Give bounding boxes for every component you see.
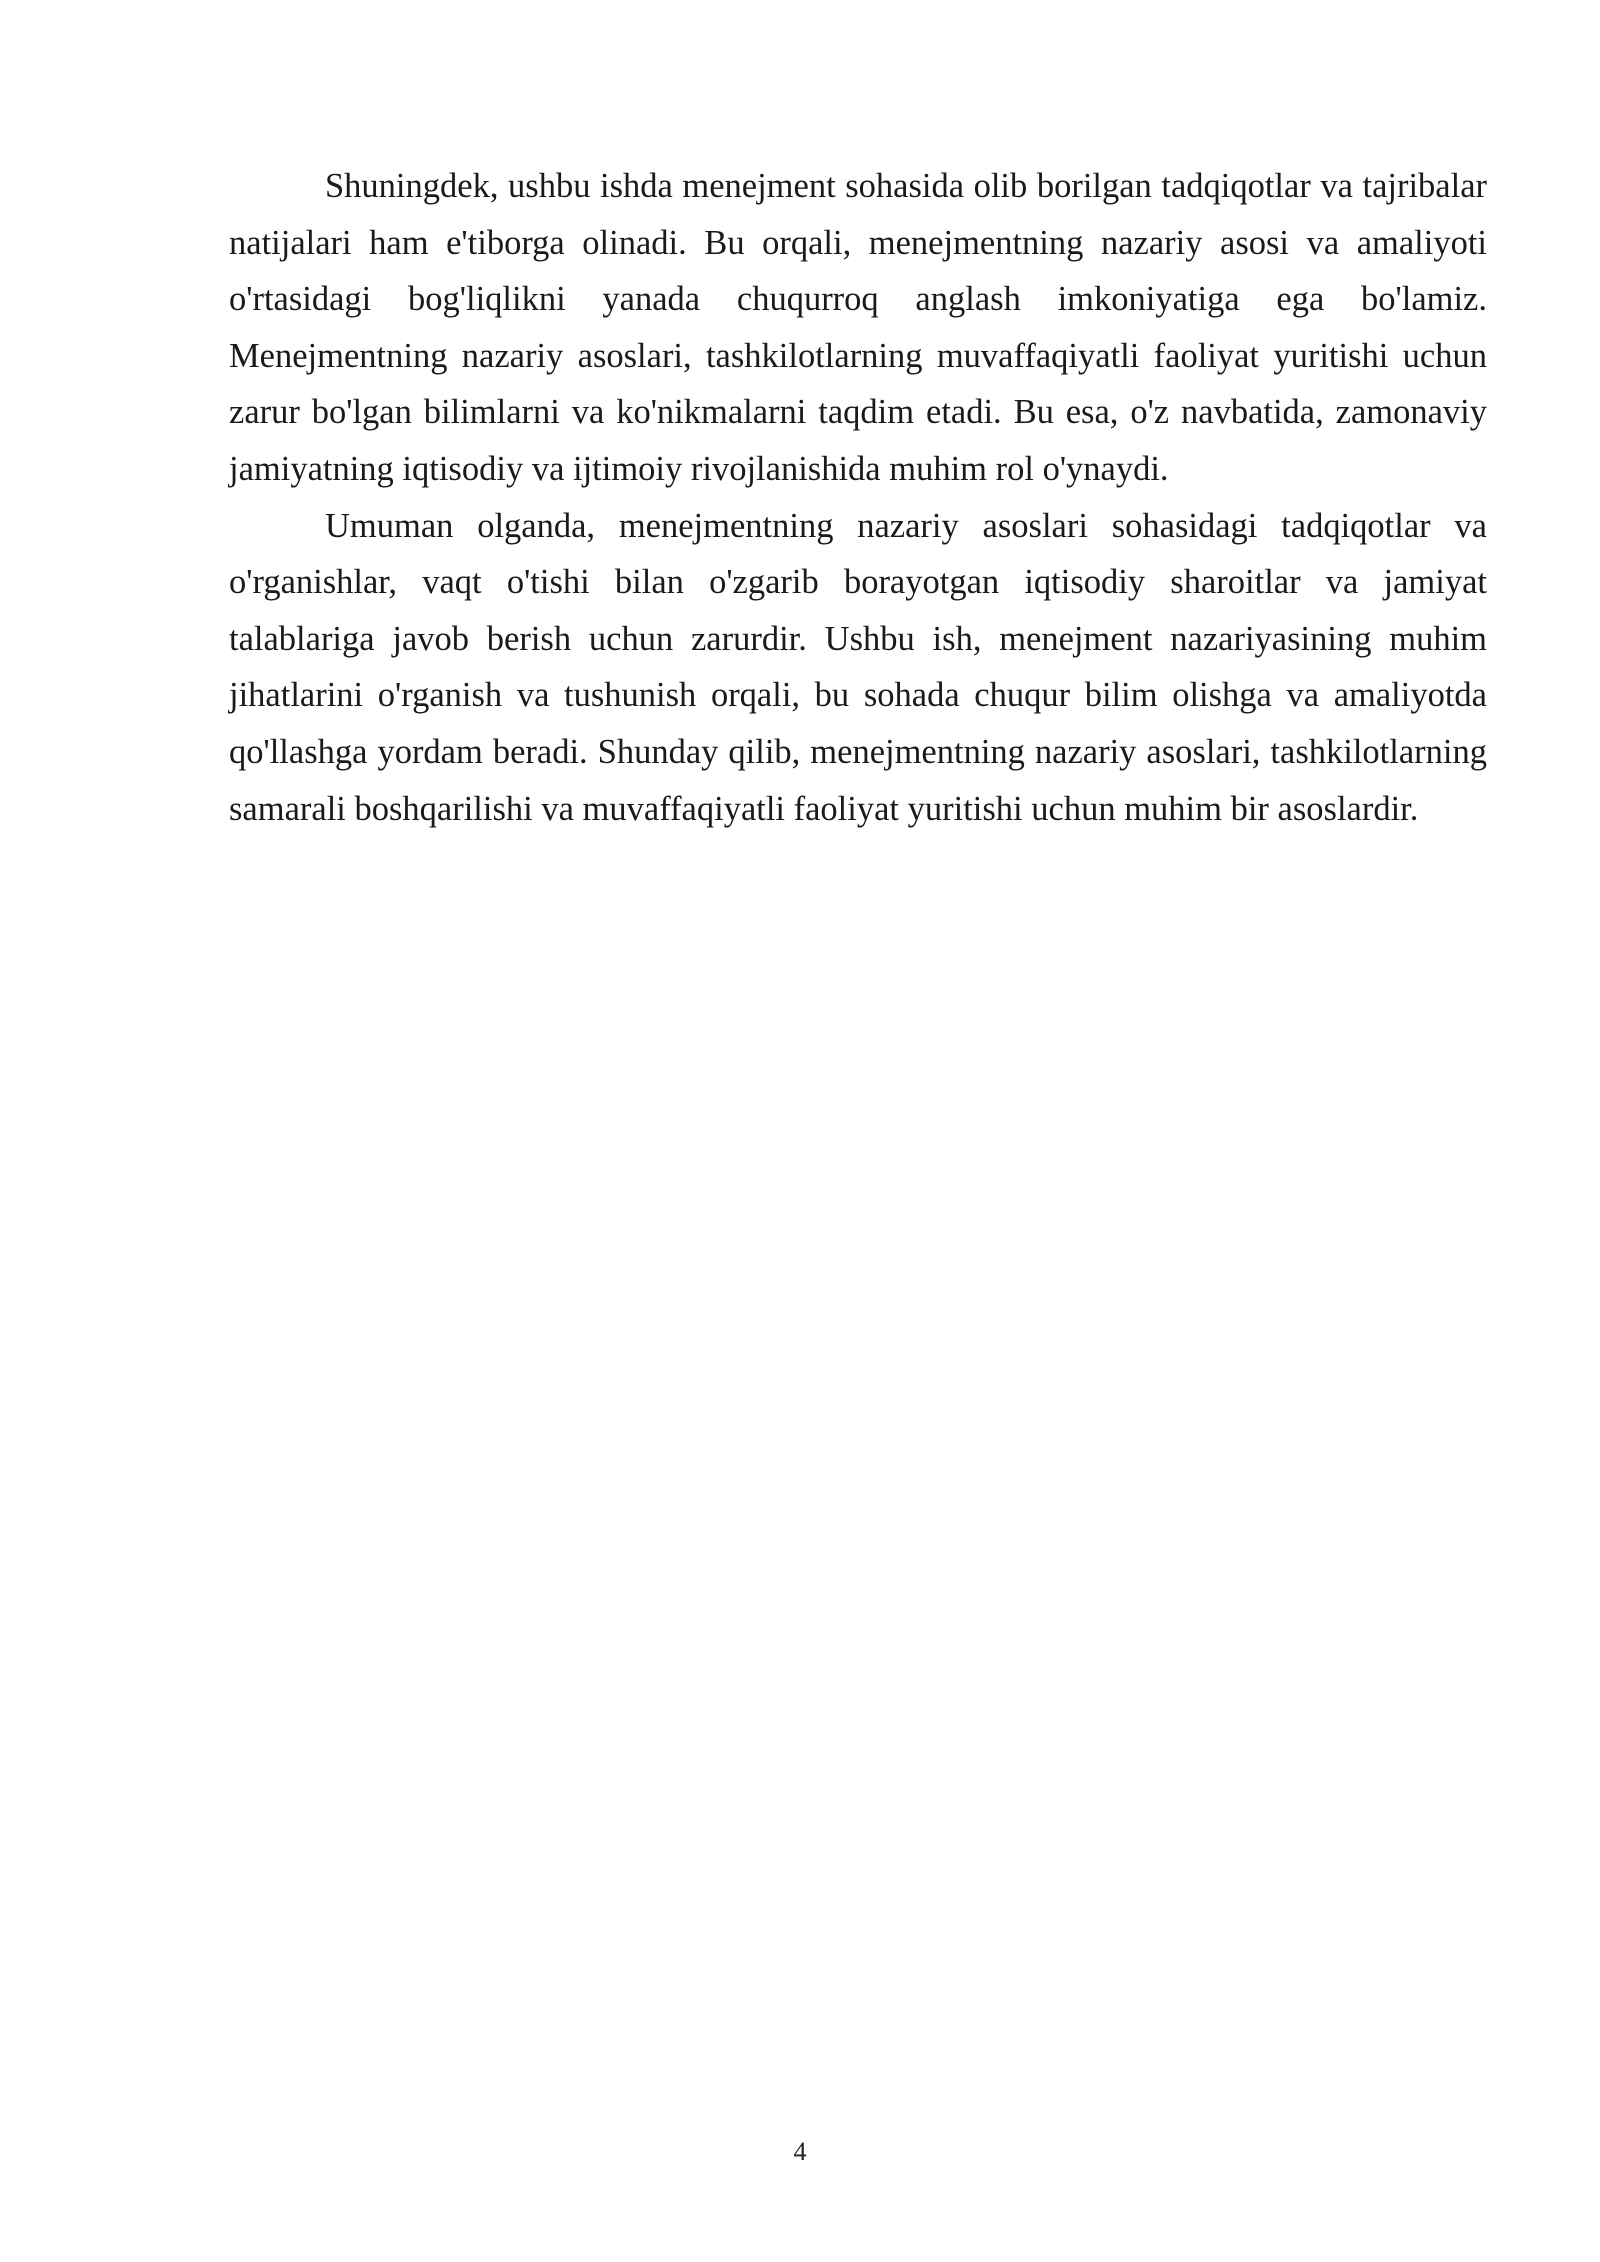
paragraph: Umuman olganda, menejmentning nazariy asoslari sohasidagi tadqiqotlar va o'rganishlar, vaqt o'tishi bilan o'zgarib borayotgan iqtisodiy sharoitlar va jamiyat talablariga javob berish uchun zarurdir. Ushbu ish, menejment nazariyasining muhim jihatlarini o'rganish va tushunish orqali, bu sohada chuqur bilim olishga va amaliyotda qo'llashga yordam beradi. Shunday qilib, menejmentning nazariy asoslari, tashkilotlarning samarali boshqarilishi va muvaffaqiyatli faoliyat yuritishi uchun muhim bir asoslardir. [229, 506, 1487, 828]
body-text [229, 158, 1487, 837]
paragraph: Shuningdek, ushbu ishda menejment sohasida olib borilgan tadqiqotlar va tajribalar natijalari ham e'tiborga olinadi. Bu orqali, menejmentning nazariy asosi va amaliyoti o'rtasidagi bog'liqlikni yanada chuqurroq anglash imkoniyatiga ega bo'lamiz. Menejmentning nazariy asoslari, tashkilotlarning muvaffaqiyatli faoliyat yuritishi uchun zarur bo'lgan bilimlarni va ko'nikmalarni taqdim etadi. Bu esa, o'z navbatida, zamonaviy jamiyatning iqtisodiy va ijtimoiy rivojlanishida muhim rol o'ynaydi. [229, 167, 1487, 488]
page-number: 4 [793, 2137, 807, 2166]
